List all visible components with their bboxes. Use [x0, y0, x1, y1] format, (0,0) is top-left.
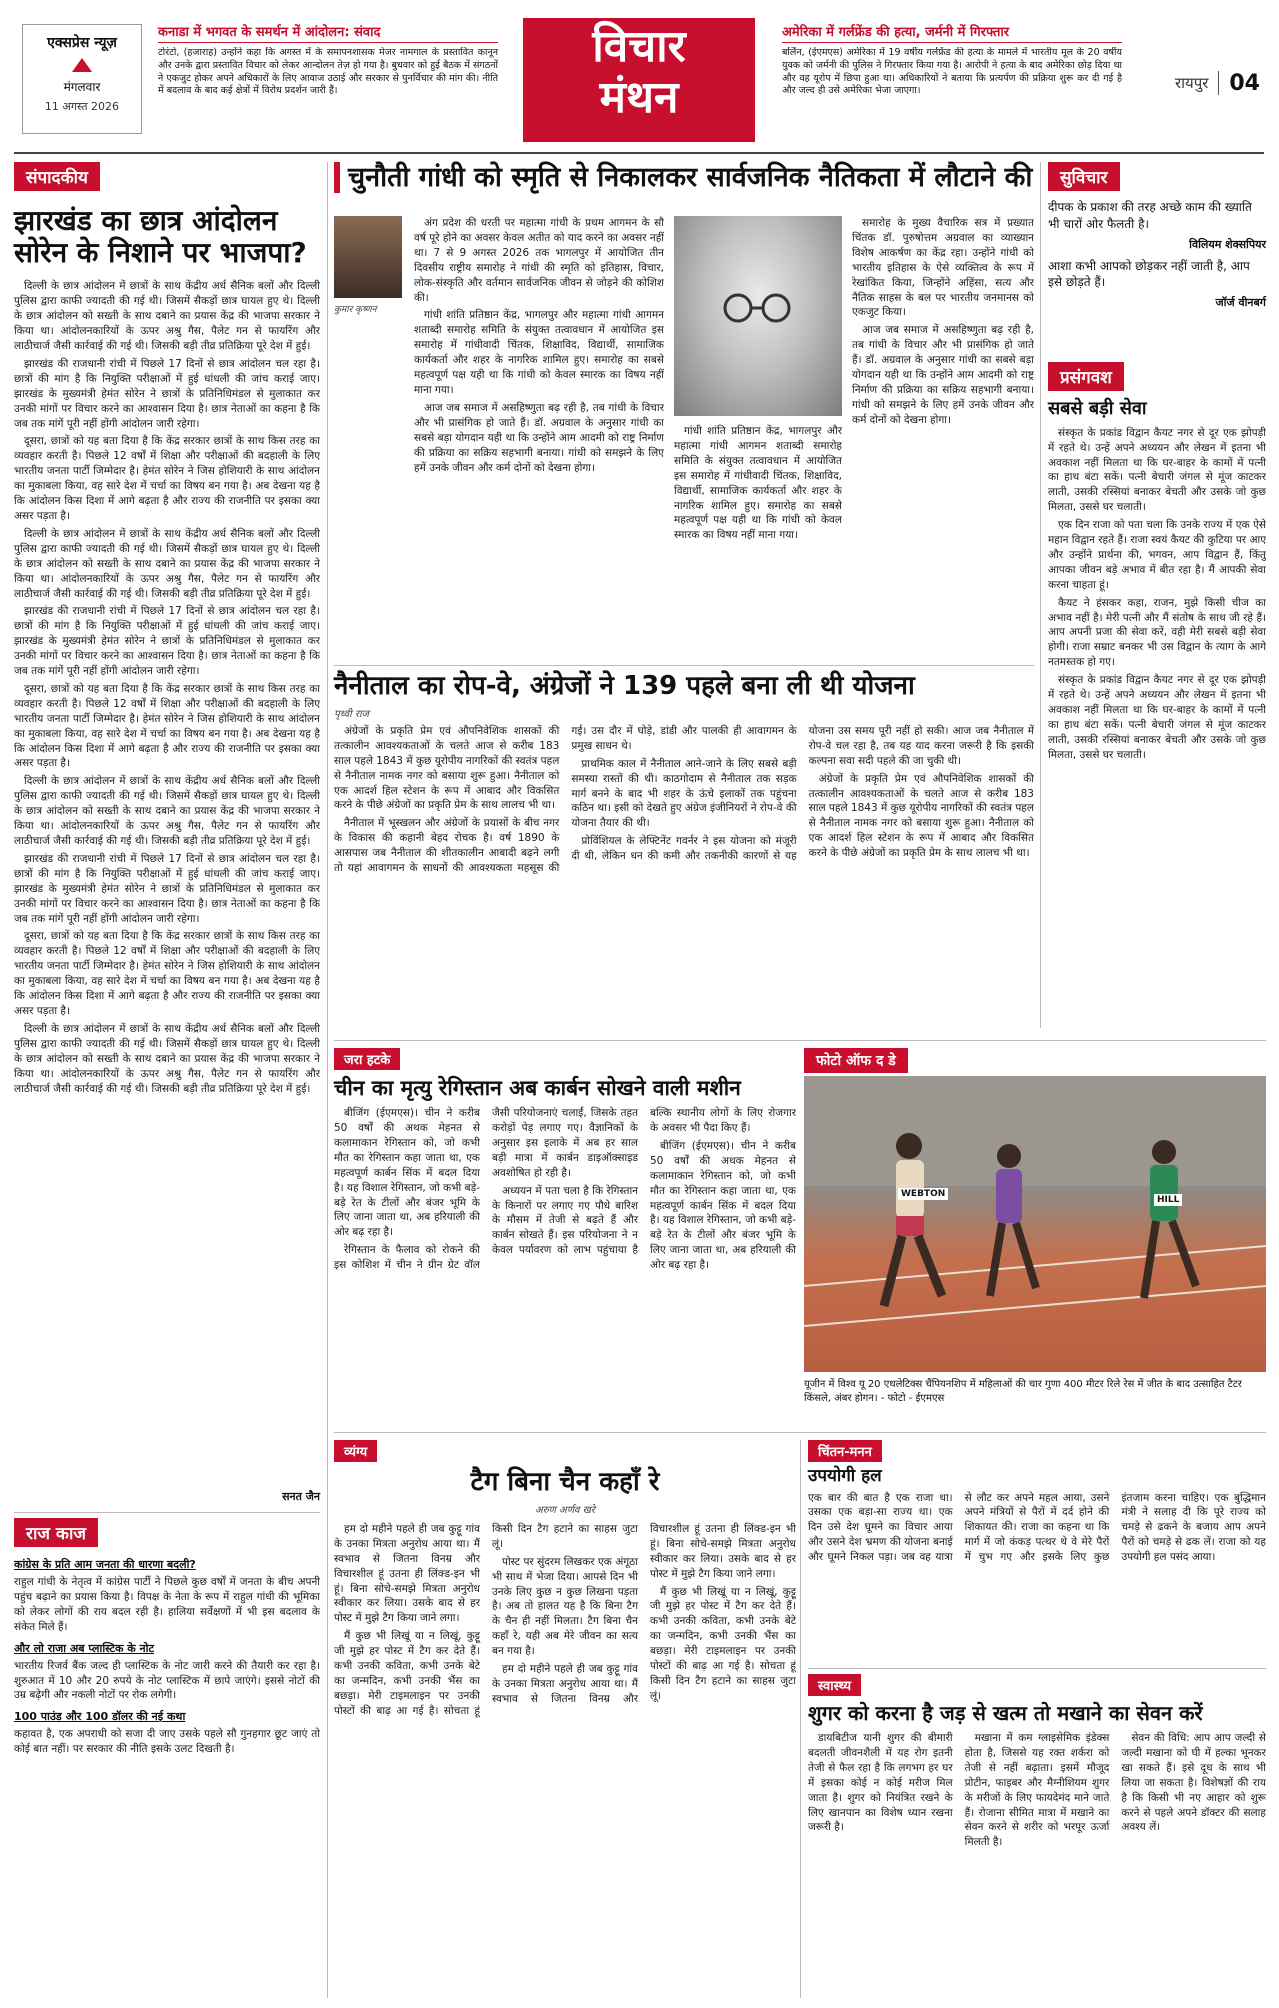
rajkaaj-tag: राज काज — [14, 1518, 98, 1547]
nainital-story — [334, 672, 1034, 1034]
editorial-section — [14, 162, 320, 1510]
health-section — [808, 1674, 1266, 1998]
rajkaaj-item-text: कहावत है, एक अपराधी को सजा दी जाए उसके पहले सौ गुनहगार छूट जाएं तो कोई बात नहीं। पर सरकार की नीति इसके उलट दिखती है। — [14, 1728, 320, 1756]
photo-image — [804, 1076, 1266, 1372]
vyang-paragraph: हम दो महीने पहले ही जब कुट्टू गांव के उनका मित्रता अनुरोध आया था। मैं स्वभाव से जितना विनम्र और विचारशील हूं उतना ही लिंक्ड-इन भी हूं। बिना सोचे-समझे मित्रता अनुरोध स्वीकार कर लिया। उसके बाद से हर पोस्ट में मुझे टैग किया जाने लगा। — [334, 1522, 480, 1625]
nainital-author: पृथ्वी राज — [334, 708, 369, 720]
china-body — [334, 1106, 796, 1412]
lead-body-mid — [674, 424, 842, 656]
health-headline: शुगर को करना है जड़ से खत्म तो मखाने का सेवन करें — [808, 1701, 1203, 1725]
page-number: 04 — [1229, 70, 1260, 96]
nainital-paragraph: अंग्रेजों के प्रकृति प्रेम एवं औपनिवेशिक शासकों की तत्कालीन आवश्यकताओं के चलते आज से करीब 183 साल पहले 1843 में कुछ यूरोपीय नागरिकों की स्वतंत्र पहल से नैनीताल नामक नगर को बसाया शुरू हुआ। नैनीताल को एक आदर्श हिल स्टेशन के रूप में आबाद और विकसित करने के पीछे अंग्रेजों का प्रकृति प्रेम के साथ लालच भी था। — [808, 772, 1034, 860]
city-name: रायपुर — [1174, 74, 1209, 92]
suvichar-author-2: जॉर्ज वीनबर्ग — [1215, 296, 1266, 310]
lead-paragraph: समारोह के मुख्य वैचारिक सत्र में प्रख्यात चिंतक डॉ. पुरुषोत्तम अग्रवाल का व्याख्यान विशेष आकर्षण का केंद्र रहा। उन्होंने गांधी को भारतीय इतिहास के ऐसे व्यक्तित्व के रूप में रेखांकित किया, जिन्होंने अहिंसा, सत्य और नैतिक साहस के बल पर भारतीय जनमानस को एकजुट किया। — [852, 217, 1034, 319]
runners-illustration — [804, 1076, 1266, 1372]
suvichar-section — [1048, 162, 1266, 352]
chintan-body: एक बार की बात है एक राजा था। उसका एक बड़ा-सा राज्य था। एक दिन उसे देश घूमने का विचार आया और उसने देश भ्रमण की योजना बनाई और घूमने निकल पड़ा। जब वह यात्रा से लौट कर अपने महल आया, उसने अपने मंत्रियों से पैरों में दर्द होने की शिकायत की। राजा का कहना था कि मार्ग में जो कंकड़ पत्थर थे वे मेरे पैरों में चुभ गए और इसके लिए कुछ इंतजाम करना चाहिए। एक बुद्धिमान मंत्री ने सलाह दी कि पूरे राज्य को चमड़े से ढकने के बजाय आप अपने पैरों को चमड़े से ढक लें। राजा को यह उपयोगी हल पसंद आया। — [808, 1491, 1266, 1564]
editorial-paragraph: दूसरा, छात्रों को यह बता दिया है कि केंद्र सरकार छात्रों के साथ किस तरह का व्यवहार करती है। पिछले 12 वर्षों में शिक्षा और परीक्षाओं की बदहाली के लिए भारतीय जनता पार्टी जिम्मेदार है। हेमंत सोरेन ने जिस होशियारी के साथ आंदोलन का मुकाबला किया, वह सारे देश में चर्चा का विषय बन गया है। अब देखना यह है कि आंदोलन किस दिशा में आगे बढ़ता है और राज्य की राजनीति पर इसका क्या असर पड़ता है। — [14, 930, 320, 1017]
editorial-paragraph: झारखंड की राजधानी रांची में पिछले 17 दिनों से छात्र आंदोलन चल रहा है। छात्रों की मांग है कि नियुक्ति परीक्षाओं में हुई धांधली की जांच कराई जाए। झारखंड के मुख्यमंत्री हेमंत सोरेन ने छात्रों के प्रतिनिधिमंडल से मुलाकात कर उनकी मांगों पर विचार करने का आश्वासन दिया है। छात्र नेताओं का कहना है कि जब तक मांगें पूरी नहीं होंगी आंदोलन जारी रहेगा। — [14, 852, 320, 925]
editorial-paragraph: दूसरा, छात्रों को यह बता दिया है कि केंद्र सरकार छात्रों के साथ किस तरह का व्यवहार करती है। पिछले 12 वर्षों में शिक्षा और परीक्षाओं की बदहाली के लिए भारतीय जनता पार्टी जिम्मेदार है। हेमंत सोरेन ने जिस होशियारी के साथ आंदोलन का मुकाबला किया, वह सारे देश में चर्चा का विषय बन गया है। अब देखना यह है कि आंदोलन किस दिशा में आगे बढ़ता है और राज्य की राजनीति पर इसका क्या असर पड़ता है। — [14, 435, 320, 522]
bib-2: HILL — [1154, 1194, 1182, 1206]
vyang-headline: टैग बिना चैन कहाँ रे — [470, 1467, 660, 1497]
photo-section — [804, 1048, 1266, 1426]
weekday: मंगलवार — [63, 80, 101, 94]
lead-paragraph: गांधी शांति प्रतिष्ठान केंद्र, भागलपुर और महात्मा गांधी आगमन शताब्दी समारोह समिति के संयुक्त तत्वावधान में आयोजित इस समारोह में गांधीवादी चिंतक, शिक्षाविद, विद्यार्थी, सामाजिक कार्यकर्ता और शहर के नागरिक शामिल हुए। समारोह का सबसे महत्वपूर्ण पक्ष यही था कि गांधी को केवल स्मारक का विषय नहीं माना गया। — [414, 309, 664, 396]
lead-bottom-rule — [334, 665, 1034, 666]
bib-1: WEBTON — [898, 1188, 948, 1200]
left-teaser-title: कनाडा में भगवत के समर्थन में आंदोलन: संवाद — [158, 22, 498, 43]
left-teaser — [158, 22, 498, 140]
column-rule-3 — [800, 1440, 801, 1998]
china-paragraph: रेगिस्तान के फैलाव को रोकने की इस कोशिश में चीन ने ग्रीन ग्रेट वॉल जैसी परियोजनाएं चलाईं, जिसके तहत करोड़ों पेड़ लगाए गए। वैज्ञानिकों के अनुसार इस इलाके में अब हर साल बड़ी मात्रा में कार्बन डाइऑक्साइड अवशोषित हो रही है। — [334, 1107, 638, 1272]
prasangvash-section — [1048, 362, 1266, 1028]
nainital-paragraph: प्राथमिक काल में नैनीताल आने-जाने के लिए सबसे बड़ी समस्या रास्तों की थी। काठगोदाम से नैनीताल तक सड़क मार्ग बनने के बाद भी शहर के ऊंचे इलाकों तक पहुंचना कठिन था। इसी को देखते हुए अंग्रेज इंजीनियरों ने रोप-वे की योजना तैयार की थी। — [571, 757, 797, 830]
editorial-headline: झारखंड का छात्र आंदोलन सोरेन के निशाने पर भाजपा? — [14, 204, 307, 270]
rajkaaj-rule — [14, 1512, 320, 1513]
chintan-tag: चिंतन-मनन — [808, 1440, 882, 1462]
editorial-paragraph: दिल्ली के छात्र आंदोलन में छात्रों के साथ केंद्रीय अर्ध सैनिक बलों और दिल्ली पुलिस द्वारा काफी ज्यादती की गई थी। जिसमें सैकड़ों छात्र घायल हुए थे। दिल्ली के छात्र आंदोलन को सख्ती के साथ दबाने का प्रयास केंद्र की भाजपा सरकार ने किया था। आंदोलनकारियों के ऊपर अश्रु गैस, पैलेट गन से फायरिंग और लाठीचार्ज जैसी कार्रवाई की गई थी। जिसकी बड़ी तीव्र प्रतिक्रिया पूरे देश में हुई। — [14, 1022, 320, 1095]
editorial-author: सनत जैन — [282, 1490, 320, 1504]
vyang-paragraph: मैं कुछ भी लिखूं या न लिखूं, कुट्टू जी मुझे हर पोस्ट में टैग कर देते हैं। कभी उनकी कविता, कभी उनके बेटे का जन्मदिन, कभी उनकी भैंस का बछड़ा। मेरी टाइमलाइन पर उनकी पोस्टों की बाढ़ आ गई है। सोचता हूं किसी दिन टैग हटाने का साहस जुटा लूं। — [334, 1522, 638, 1717]
lead-paragraph: गांधी शांति प्रतिष्ठान केंद्र, भागलपुर और महात्मा गांधी आगमन शताब्दी समारोह समिति के संयुक्त तत्वावधान में आयोजित इस समारोह में गांधीवादी चिंतक, शिक्षाविद, विद्यार्थी, सामाजिक कार्यकर्ता और शहर के नागरिक शामिल हुए। समारोह का सबसे महत्वपूर्ण पक्ष यही था कि गांधी को केवल स्मारक का विषय नहीं माना गया। — [674, 425, 842, 542]
brand-block — [22, 24, 142, 134]
editorial-paragraph: दिल्ली के छात्र आंदोलन में छात्रों के साथ केंद्रीय अर्ध सैनिक बलों और दिल्ली पुलिस द्वारा काफी ज्यादती की गई थी। जिसमें सैकड़ों छात्र घायल हुए थे। दिल्ली के छात्र आंदोलन को सख्ती के साथ दबाने का प्रयास केंद्र की भाजपा सरकार ने किया था। आंदोलनकारियों के ऊपर अश्रु गैस, पैलेट गन से फायरिंग और लाठीचार्ज जैसी कार्रवाई की गई थी। जिसकी बड़ी तीव्र प्रतिक्रिया पूरे देश में हुई। — [14, 527, 320, 600]
rajkaaj-item-text: भारतीय रिजर्व बैंक जल्द ही प्लास्टिक के नोट जारी करने की तैयारी कर रहा है। शुरुआत में 10 और 20 रुपये के नोट प्लास्टिक में छापे जाएंगे। इससे नोटों की उम्र बढ़ेगी और नकली नोटों पर रोक लगेगी। — [14, 1659, 320, 1702]
editorial-body — [14, 279, 320, 1485]
column-rule-1 — [327, 162, 328, 1998]
gandhi-portrait — [674, 216, 842, 416]
vyang-body — [334, 1522, 796, 1994]
section-title-line2: मंथन — [599, 71, 679, 123]
health-rule — [808, 1668, 1266, 1669]
suvichar-quote-2: आशा कभी आपको छोड़कर नहीं जाती है, आप इसे छोड़ते हैं। — [1048, 258, 1250, 290]
rajkaaj-item-title: कांग्रेस के प्रति आम जनता की धारणा बदली? — [14, 1558, 196, 1571]
health-body — [808, 1731, 1266, 1987]
lead-body-left — [414, 216, 664, 656]
nainital-headline: नैनीताल का रोप-वे, अंग्रेजों ने 139 पहले बना ली थी योजना — [334, 671, 915, 701]
masthead — [0, 0, 1279, 148]
china-tag: जरा हटके — [334, 1048, 400, 1070]
prasangvash-body — [1048, 426, 1266, 1016]
prasangvash-paragraph: संस्कृत के प्रकांड विद्वान कैयट नगर से दूर एक झोपड़ी में रहते थे। उन्हें अपने अध्ययन और लेखन में इतना भी अवकाश नहीं मिलता था कि घर-बाहर के कामों में पत्नी का हाथ बंटा सकें। पत्नी बेचारी जंगल से मूंज काटकर लाती, उसकी रस्सियां बनाकर बेचती और उसके जो कुछ मिलता, उससे घर चलाती। — [1048, 674, 1266, 761]
column-rule-2 — [1040, 162, 1041, 1028]
rajkaaj-item-title: 100 पाउंड और 100 डॉलर की नई कथा — [14, 1710, 186, 1724]
lead-body-right — [852, 216, 1034, 656]
health-paragraph: मखाना में कम ग्लाइसेमिक इंडेक्स होता है, जिससे यह रक्त शर्करा को तेजी से नहीं बढ़ाता। इसमें मौजूद प्रोटीन, फाइबर और मैग्नीशियम शुगर के मरीजों के लिए फायदेमंद माने जाते हैं। रोजाना सीमित मात्रा में मखाने का सेवन करने से शरीर को भरपूर ऊर्जा मिलती है। — [964, 1732, 1110, 1849]
lead-paragraph: आज जब समाज में असहिष्णुता बढ़ रही है, तब गांधी के विचार और भी प्रासंगिक हो जाते हैं। डॉ. अग्रवाल के अनुसार गांधी का सबसे बड़ा योगदान यही था कि उन्होंने आम आदमी को राष्ट्र निर्माण की प्रक्रिया का सक्रिय सहभागी बनाया। गांधी को समझने के लिए हमें उनके जीवन और कर्म दोनों को देखना होगा। — [852, 324, 1034, 426]
brand-logo-icon — [72, 58, 92, 72]
china-paragraph: अध्ययन में पता चला है कि रेगिस्तान के किनारों पर लगाए गए पौधे बारिश के मौसम में तेजी से बढ़ते हैं और कार्बन सोखते हैं। इस परियोजना ने न केवल पर्यावरण को लाभ पहुंचाया है बल्कि स्थानीय लोगों के लिए रोजगार के अवसर भी पैदा किए हैं। — [492, 1107, 796, 1257]
vyang-paragraph: मैं कुछ भी लिखूं या न लिखूं, कुट्टू जी मुझे हर पोस्ट में टैग कर देते हैं। कभी उनकी कविता, कभी उनके बेटे का जन्मदिन, कभी उनकी भैंस का बछड़ा। मेरी टाइमलाइन पर उनकी पोस्टों की बाढ़ आ गई है। सोचता हूं किसी दिन टैग हटाने का साहस जुटा लूं। — [650, 1585, 796, 1702]
prasangvash-tag: प्रसंगवश — [1048, 362, 1124, 391]
china-paragraph: बीजिंग (ईएमएस)। चीन ने करीब 50 वर्षों की अथक मेहनत से कलामाकान रेगिस्तान को, जो कभी मौत का रेगिस्तान कहा जाता था, एक महत्वपूर्ण कार्बन सिंक में बदल दिया है। यह विशाल रेगिस्तान, जो कभी बड़े-बड़े रेत के टीलों और बंजर भूमि के लिए जाना जाता था, अब हरियाली की ओर बढ़ रहा है। — [334, 1107, 480, 1239]
right-teaser-title: अमेरिका में गर्लफ्रेंड की हत्या, जर्मनी में गिरफ्तार — [782, 22, 1122, 43]
health-tag: स्वास्थ्य — [808, 1674, 861, 1696]
rajkaaj-section — [14, 1518, 320, 1996]
author-photo — [334, 216, 402, 298]
lead-story — [334, 162, 1034, 660]
vyang-paragraph: पोस्ट पर सुंदरम लिखकर एक अंगूठा भी साथ में भेजा दिया। आपसे दिन भी उनके लिए कुछ न कुछ लिखना पड़ता है। अब तो हालत यह है कि बिना टैग के चैन ही नहीं मिलता। टैग बिना चैन कहाँ रे, यही अब मेरे जीवन का सत्य बन गया है। — [492, 1555, 638, 1658]
vyang-tag: व्यंग्य — [334, 1440, 377, 1462]
prasangvash-paragraph: संस्कृत के प्रकांड विद्वान कैयट नगर से दूर एक झोपड़ी में रहते थे। उन्हें अपने अध्ययन और लेखन में इतना भी अवकाश नहीं मिलता था कि घर-बाहर के कामों में पत्नी का हाथ बंटा सकें। पत्नी बेचारी जंगल से मूंज काटकर लाती, उसकी रस्सियां बनाकर बेचती और उसके जो कुछ मिलता, उससे घर चलाती। — [1048, 426, 1266, 514]
vyang-author: अरुण अर्णव खरे — [535, 1504, 595, 1516]
section-title-line1: विचार — [592, 21, 686, 72]
vyang-section — [334, 1440, 796, 1998]
lead-headline: चुनौती गांधी को स्मृति से निकालकर सार्वजनिक नैतिकता में लौटाने की — [334, 162, 1034, 193]
nainital-paragraph: अंग्रेजों के प्रकृति प्रेम एवं औपनिवेशिक शासकों की तत्कालीन आवश्यकताओं के चलते आज से करीब 183 साल पहले 1843 में कुछ यूरोपीय नागरिकों की स्वतंत्र पहल से नैनीताल नामक नगर को बसाया शुरू हुआ। नैनीताल को एक आदर्श हिल स्टेशन के रूप में आबाद और विकसित करने के पीछे अंग्रेजों का प्रकृति प्रेम के साथ लालच भी था। — [334, 724, 560, 812]
lead-author: कुमार कृष्णन — [334, 305, 377, 315]
issue-date: 11 अगस्त 2026 — [44, 100, 120, 113]
nainital-paragraph: प्रोविंशियल के लेफ्टिनेंट गवर्नर ने इस योजना को मंजूरी दी थी, लेकिन धन की कमी और तकनीकी कारणों से यह योजना उस समय पूरी नहीं हो सकी। आज जब नैनीताल में रोप-वे चल रहा है, तब यह याद करना जरूरी है कि इसकी कल्पना सवा सदी पहले की जा चुकी थी। — [571, 724, 1034, 863]
nainital-body — [334, 724, 1034, 1028]
prasangvash-paragraph: कैयट ने हंसकर कहा, राजन, मुझे किसी चीज का अभाव नहीं है। मेरी पत्नी और मैं संतोष के साथ जी रहे हैं। आप अपनी प्रजा की सेवा करें, वही मेरी सबसे बड़ी सेवा होगी। राजा सम्राट बनकर भी उस विद्वान के त्याग के आगे नतमस्तक हो गए। — [1048, 596, 1266, 669]
page-divider — [1218, 71, 1219, 95]
left-teaser-text: टोरंटो, (हजाराह) उन्होंने कहा कि अगस्त में के समापनशासक मेजर नामगाल के प्रस्तावित कानून और उनके द्वारा प्रस्तावित विचार को लेकर आन्दोलन तेज़ हो गया है। बुधवार को हुई बैठक में संगठनों ने एकजुट होकर अपने अधिकारों के लिए आवाज उठाई और सरकार से पुनर्विचार की मांग की। नीति में बदलाव के बाद कई क्षेत्रों में विरोध प्रदर्शन जारी हैं। — [158, 47, 498, 97]
rajkaaj-item-text: राहुल गांधी के नेतृत्व में कांग्रेस पार्टी ने पिछले कुछ वर्षों में जनता के बीच अपनी पहुंच बढ़ाने का प्रयास किया है। विपक्ष के नेता के रूप में राहुल गांधी की भूमिका को लेकर लोगों की राय बदल रही है। हालिया सर्वेक्षणों में भी इस बदलाव के संकेत मिले हैं। — [14, 1576, 320, 1633]
suvichar-author-1: विलियम शेक्सपियर — [1189, 237, 1266, 251]
china-headline: चीन का मृत्यु रेगिस्तान अब कार्बन सोखने वाली मशीन — [334, 1076, 741, 1100]
gandhi-glasses-icon — [674, 216, 842, 416]
lead-paragraph: आज जब समाज में असहिष्णुता बढ़ रही है, तब गांधी के विचार और भी प्रासंगिक हो जाते हैं। डॉ. अग्रवाल के अनुसार गांधी का सबसे बड़ा योगदान यही था कि उन्होंने आम आदमी को राष्ट्र निर्माण की प्रक्रिया का सक्रिय सहभागी बनाया। गांधी को समझने के लिए हमें उनके जीवन और कर्म दोनों को देखना होगा। — [414, 401, 664, 474]
chintan-section — [808, 1440, 1266, 1662]
photo-tag: फोटो ऑफ द डे — [804, 1048, 908, 1073]
rajkaaj-item-title: और लो राजा अब प्लास्टिक के नोट — [14, 1641, 155, 1655]
lead-paragraph: अंग प्रदेश की धरती पर महात्मा गांधी के प्रथम आगमन के सौ वर्ष पूरे होने का अवसर केवल अतीत को याद करने का अवसर नहीं था। 7 से 9 अगस्त 2026 तक भागलपुर में आयोजित तीन दिवसीय राष्ट्रीय समारोह ने गांधी की स्मृति को इतिहास, विचार, लोक-संस्कृति और वर्तमान सार्वजनिक जीवन से जोड़ने की कोशिश की। — [414, 217, 664, 304]
mid-rule — [334, 1040, 1266, 1041]
editorial-paragraph: दिल्ली के छात्र आंदोलन में छात्रों के साथ केंद्रीय अर्ध सैनिक बलों और दिल्ली पुलिस द्वारा काफी ज्यादती की गई थी। जिसमें सैकड़ों छात्र घायल हुए थे। दिल्ली के छात्र आंदोलन को सख्ती के साथ दबाने का प्रयास केंद्र की भाजपा सरकार ने किया था। आंदोलनकारियों के ऊपर अश्रु गैस, पैलेट गन से फायरिंग और लाठीचार्ज जैसी कार्रवाई की गई थी। जिसकी बड़ी तीव्र प्रतिक्रिया पूरे देश में हुई। — [14, 280, 320, 352]
photo-caption: यूजीन में विश्व यू 20 एथलेटिक्स चैंपियनशिप में महिलाओं की चार गुणा 400 मीटर रिले रेस में जीत के बाद उत्साहित टैटर किंसले, अंबर होगन। - फोटो - ईएमएस — [804, 1379, 1242, 1404]
china-paragraph: बीजिंग (ईएमएस)। चीन ने करीब 50 वर्षों की अथक मेहनत से कलामाकान रेगिस्तान को, जो कभी मौत का रेगिस्तान कहा जाता था, एक महत्वपूर्ण कार्बन सिंक में बदल दिया है। यह विशाल रेगिस्तान, जो कभी बड़े-बड़े रेत के टीलों और बंजर भूमि के लिए जाना जाता था, अब हरियाली की ओर बढ़ रहा है। — [650, 1139, 796, 1272]
vyang-paragraph: हम दो महीने पहले ही जब कुट्टू गांव के उनका मित्रता अनुरोध आया था। मैं स्वभाव से जितना विनम्र और विचारशील हूं उतना ही लिंक्ड-इन भी हूं। बिना सोचे-समझे मित्रता अनुरोध स्वीकार कर लिया। उसके बाद से हर पोस्ट में मुझे टैग किया जाने लगा। — [492, 1522, 796, 1705]
prasangvash-headline: सबसे बड़ी सेवा — [1048, 398, 1147, 419]
editorial-paragraph: झारखंड की राजधानी रांची में पिछले 17 दिनों से छात्र आंदोलन चल रहा है। छात्रों की मांग है कि नियुक्ति परीक्षाओं में हुई धांधली की जांच कराई जाए। झारखंड के मुख्यमंत्री हेमंत सोरेन ने छात्रों के प्रतिनिधिमंडल से मुलाकात कर उनकी मांगों पर विचार करने का आश्वासन दिया है। छात्र नेताओं का कहना है कि जब तक मांगें पूरी नहीं होंगी आंदोलन जारी रहेगा। — [14, 605, 320, 678]
right-teaser-text: बर्लिन, (ईएमएस) अमेरिका में 19 वर्षीय गर्लफ्रेंड की हत्या के मामले में भारतीय मूल के 20 वर्षीय युवक को जर्मनी की पुलिस ने गिरफ्तार किया गया है। आरोपी ने हत्या के बाद अमेरिका छोड़ दिया था और वह यूरोप में छिपा हुआ था। अधिकारियों ने बताया कि प्रत्यर्पण की प्रक्रिया शुरू कर दी गई है और जल्द ही उसे अमेरिका भेजा जाएगा। — [782, 47, 1122, 97]
editorial-tag: संपादकीय — [14, 162, 100, 191]
lower-rule — [334, 1432, 1266, 1433]
nainital-paragraph: नैनीताल में भूस्खलन और अंग्रेजों के प्रयासों के बीच नगर के विकास की कहानी बेहद रोचक है। वर्ष 1890 के आसपास जब नैनीताल की शीतकालीन आबादी बढ़ने लगी तो यहां आवागमन के साधनों की आवश्यकता महसूस की गई। उस दौर में घोड़े, डांडी और पालकी ही आवागमन के प्रमुख साधन थे। — [334, 724, 797, 875]
editorial-paragraph: दिल्ली के छात्र आंदोलन में छात्रों के साथ केंद्रीय अर्ध सैनिक बलों और दिल्ली पुलिस द्वारा काफी ज्यादती की गई थी। जिसमें सैकड़ों छात्र घायल हुए थे। दिल्ली के छात्र आंदोलन को सख्ती के साथ दबाने का प्रयास केंद्र की भाजपा सरकार ने किया था। आंदोलनकारियों के ऊपर अश्रु गैस, पैलेट गन से फायरिंग और लाठीचार्ज जैसी कार्रवाई की गई थी। जिसकी बड़ी तीव्र प्रतिक्रिया पूरे देश में हुई। — [14, 775, 320, 847]
right-teaser — [782, 22, 1122, 140]
suvichar-quote-1: दीपक के प्रकाश की तरह अच्छे काम की ख्याति भी चारों ओर फैलती है। — [1048, 200, 1252, 231]
editorial-paragraph: दूसरा, छात्रों को यह बता दिया है कि केंद्र सरकार छात्रों के साथ किस तरह का व्यवहार करती है। पिछले 12 वर्षों में शिक्षा और परीक्षाओं की बदहाली के लिए भारतीय जनता पार्टी जिम्मेदार है। हेमंत सोरेन ने जिस होशियारी के साथ आंदोलन का मुकाबला किया, वह सारे देश में चर्चा का विषय बन गया है। अब देखना यह है कि आंदोलन किस दिशा में आगे बढ़ता है और राज्य की राजनीति पर इसका क्या असर पड़ता है। — [14, 682, 320, 770]
page-marker — [1130, 66, 1260, 100]
suvichar-tag: सुविचार — [1048, 162, 1120, 191]
chintan-headline: उपयोगी हल — [808, 1466, 882, 1486]
editorial-paragraph: झारखंड की राजधानी रांची में पिछले 17 दिनों से छात्र आंदोलन चल रहा है। छात्रों की मांग है कि नियुक्ति परीक्षाओं में हुई धांधली की जांच कराई जाए। झारखंड के मुख्यमंत्री हेमंत सोरेन ने छात्रों के प्रतिनिधिमंडल से मुलाकात कर उनकी मांगों पर विचार करने का आश्वासन दिया है। छात्र नेताओं का कहना है कि जब तक मांगें पूरी नहीं होंगी आंदोलन जारी रहेगा। — [14, 357, 320, 430]
prasangvash-paragraph: एक दिन राजा को पता चला कि उनके राज्य में एक ऐसे महान विद्वान रहते हैं। राजा स्वयं कैयट की कुटिया पर आए और उन्होंने प्रार्थना की, भगवन, आप विद्वान हैं, किंतु आपका जीवन बड़े अभाव में बीत रहा है। मैं आपकी सेवा करना चाहता हूं। — [1048, 519, 1266, 591]
brand-name: एक्सप्रेस न्यूज़ — [47, 35, 117, 51]
section-title — [523, 18, 755, 142]
china-story — [334, 1048, 796, 1426]
health-paragraph: सेवन की विधि: आप आप जल्दी से जल्दी मखाना को घी में हल्का भूनकर खा सकते हैं। इसे दूध के साथ भी लिया जा सकता है। विशेषज्ञों की राय है कि किसी भी नए आहार को शुरू करने से पहले अपने डॉक्टर की सलाह अवश्य लें। — [1121, 1732, 1266, 1834]
health-paragraph: डायबिटीज यानी शुगर की बीमारी बदलती जीवनशैली में यह रोग इतनी तेजी से फैल रहा है कि लगभग हर घर में इसका कोई न कोई मरीज मिल जाता है। शुगर को नियंत्रित रखने के लिए खानपान का विशेष ध्यान रखना जरूरी है। — [808, 1732, 953, 1834]
masthead-rule — [14, 152, 1264, 154]
